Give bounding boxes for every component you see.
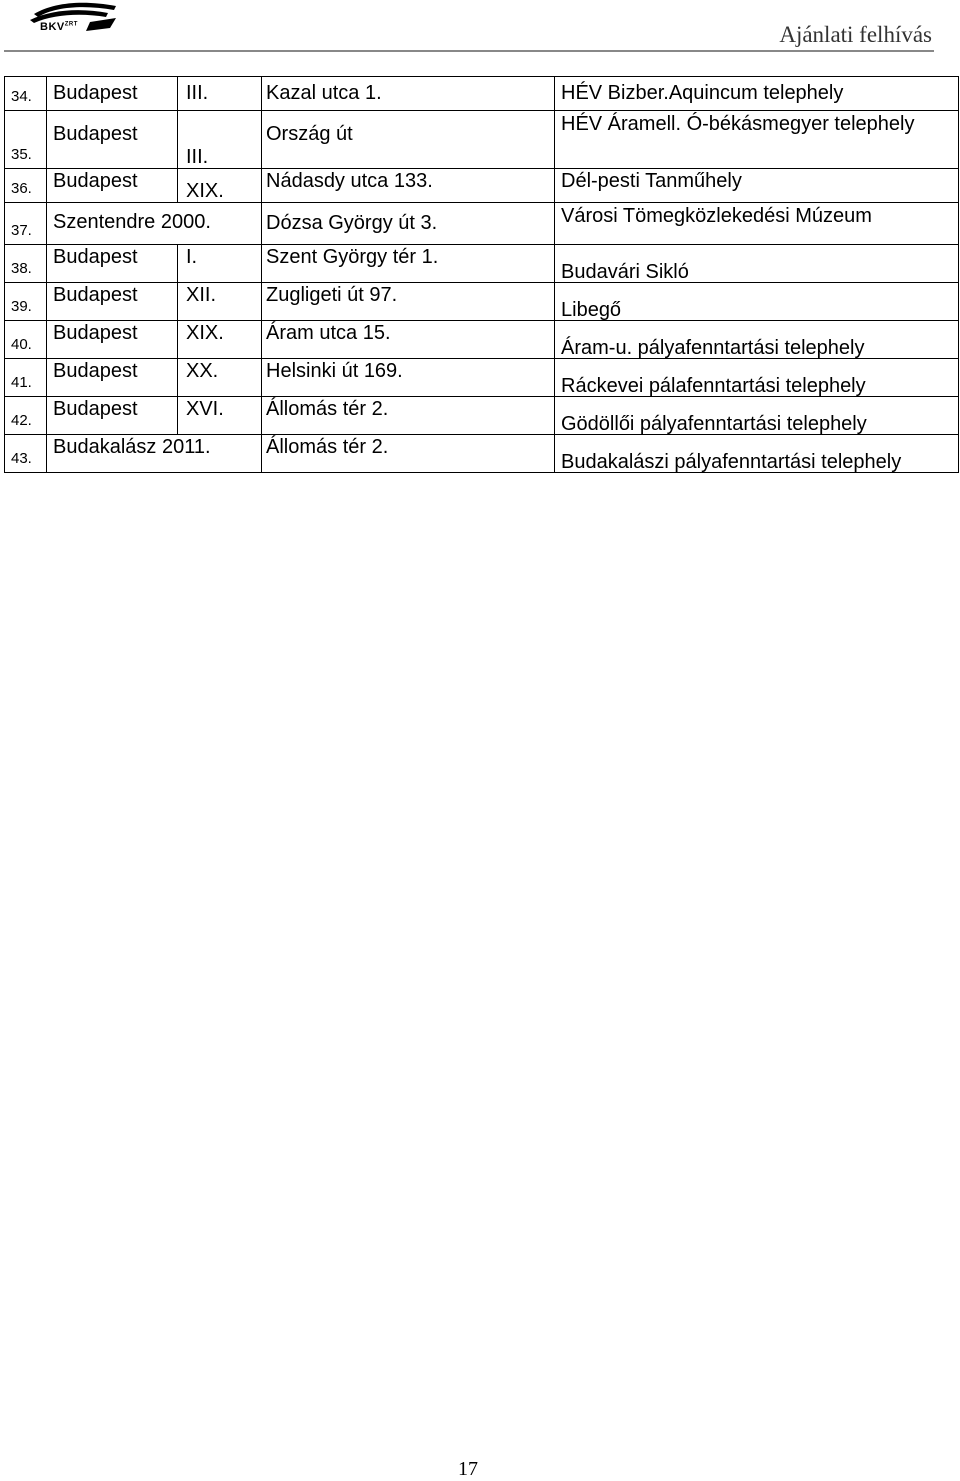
- district-text: XIX.: [186, 180, 224, 202]
- address-cell: [262, 321, 555, 359]
- table-row: [5, 77, 959, 111]
- city-cell: [47, 321, 178, 359]
- site-cell: [555, 77, 959, 111]
- document-title: Ajánlati felhívás: [779, 22, 932, 47]
- header-divider: [4, 50, 934, 52]
- table-row: [5, 245, 959, 283]
- district-cell: [178, 111, 262, 169]
- page-header: [0, 0, 960, 60]
- site-cell: [555, 321, 959, 359]
- sites-table-wrapper: [4, 76, 959, 473]
- row-number-text: 34.: [11, 88, 32, 105]
- city-merged-text: Budakalász 2011.: [53, 436, 211, 458]
- site-text: Ráckevei pálafenntartási telephely: [561, 375, 866, 397]
- site-cell: [555, 203, 959, 245]
- city-merged-cell: [47, 203, 262, 245]
- city-text: Budapest: [53, 360, 138, 382]
- table-row: [5, 169, 959, 203]
- bkv-logo: [4, 0, 124, 46]
- row-number: [5, 435, 47, 473]
- city-cell: [47, 169, 178, 203]
- site-cell: [555, 169, 959, 203]
- address-cell: [262, 359, 555, 397]
- address-cell: [262, 435, 555, 473]
- district-cell: [178, 283, 262, 321]
- sites-table: [4, 76, 959, 473]
- city-text: Budapest: [53, 398, 138, 420]
- city-merged-text: Szentendre 2000.: [53, 211, 211, 233]
- address-text: Állomás tér 2.: [266, 436, 389, 458]
- city-cell: [47, 245, 178, 283]
- site-text: Gödöllői pályafenntartási telephely: [561, 413, 867, 435]
- city-cell: [47, 111, 178, 169]
- logo-superscript: ZRT: [64, 21, 78, 28]
- address-text: Szent György tér 1.: [266, 246, 439, 268]
- site-cell: [555, 435, 959, 473]
- district-text: III.: [186, 82, 209, 104]
- district-text: XX.: [186, 360, 219, 382]
- district-cell: [178, 77, 262, 111]
- site-text: Budakalászi pályafenntartási telephely: [561, 451, 902, 473]
- site-text: Dél-pesti Tanműhely: [561, 170, 742, 192]
- row-number: [5, 283, 47, 321]
- row-number-text: 38.: [11, 260, 32, 277]
- district-cell: [178, 321, 262, 359]
- table-row: [5, 435, 959, 473]
- row-number: [5, 77, 47, 111]
- site-text: Áram-u. pályafenntartási telephely: [561, 337, 865, 359]
- address-text: Kazal utca 1.: [266, 82, 382, 104]
- city-cell: [47, 283, 178, 321]
- district-text: I.: [186, 246, 198, 268]
- row-number: [5, 111, 47, 169]
- address-text: Áram utca 15.: [266, 322, 391, 344]
- page-number: 17: [458, 1458, 478, 1480]
- table-row: [5, 359, 959, 397]
- site-cell: [555, 283, 959, 321]
- row-number: [5, 169, 47, 203]
- address-text: Helsinki út 169.: [266, 360, 403, 382]
- site-cell: [555, 397, 959, 435]
- logo-wordmark: BKV: [40, 21, 65, 33]
- site-text: Budavári Sikló: [561, 261, 689, 283]
- district-cell: [178, 245, 262, 283]
- row-number-text: 43.: [11, 450, 32, 467]
- city-text: Budapest: [53, 246, 138, 268]
- site-text: Libegő: [561, 299, 622, 321]
- table-row: [5, 397, 959, 435]
- row-number: [5, 359, 47, 397]
- row-number-text: 40.: [11, 336, 32, 353]
- district-text: XIX.: [186, 322, 224, 344]
- city-cell: [47, 397, 178, 435]
- site-cell: [555, 111, 959, 169]
- district-cell: [178, 169, 262, 203]
- district-cell: [178, 397, 262, 435]
- address-cell: [262, 169, 555, 203]
- row-number-text: 39.: [11, 298, 32, 315]
- site-cell: [555, 359, 959, 397]
- row-number-text: 37.: [11, 222, 32, 239]
- row-number-text: 41.: [11, 374, 32, 391]
- row-number: [5, 321, 47, 359]
- district-text: III.: [186, 146, 209, 168]
- address-text: Nádasdy utca 133.: [266, 170, 433, 192]
- table-row: [5, 321, 959, 359]
- site-text: HÉV Áramell. Ó-békásmegyer telephely: [561, 113, 915, 135]
- row-number: [5, 245, 47, 283]
- site-text: HÉV Bizber.Aquincum telephely: [561, 82, 844, 104]
- address-cell: [262, 203, 555, 245]
- address-cell: [262, 77, 555, 111]
- city-cell: [47, 359, 178, 397]
- address-text: Dózsa György út 3.: [266, 212, 438, 234]
- address-cell: [262, 111, 555, 169]
- address-text: Ország út: [266, 123, 353, 145]
- city-text: Budapest: [53, 284, 138, 306]
- address-cell: [262, 397, 555, 435]
- city-text: Budapest: [53, 170, 138, 192]
- site-cell: [555, 245, 959, 283]
- city-text: Budapest: [53, 82, 138, 104]
- row-number-text: 42.: [11, 412, 32, 429]
- address-cell: [262, 283, 555, 321]
- logo-text: [40, 21, 78, 33]
- city-merged-cell: [47, 435, 262, 473]
- district-text: XII.: [186, 284, 217, 306]
- site-text: Városi Tömegközlekedési Múzeum: [561, 205, 872, 227]
- address-text: Zugligeti út 97.: [266, 284, 398, 306]
- row-number: [5, 397, 47, 435]
- district-cell: [178, 359, 262, 397]
- city-cell: [47, 77, 178, 111]
- table-row: [5, 111, 959, 169]
- row-number: [5, 203, 47, 245]
- city-text: Budapest: [53, 123, 138, 145]
- table-row: [5, 283, 959, 321]
- row-number-text: 35.: [11, 146, 32, 163]
- district-text: XVI.: [186, 398, 224, 420]
- city-text: Budapest: [53, 322, 138, 344]
- address-cell: [262, 245, 555, 283]
- row-number-text: 36.: [11, 180, 32, 197]
- table-row: [5, 203, 959, 245]
- address-text: Állomás tér 2.: [266, 398, 389, 420]
